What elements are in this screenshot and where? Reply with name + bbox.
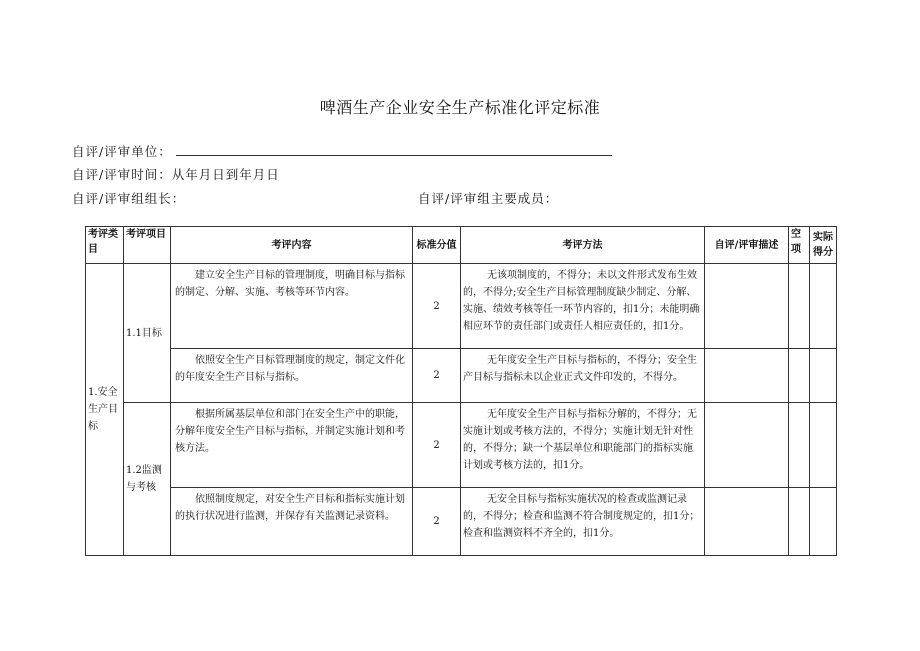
method-cell: 无年度安全生产目标与指标分解的，不得分；无实施计划或考核方法的，不得分；实施计划无针对性的，不得分；缺一个基层单位和职能部门的指标实施计划或考核方法的，扣1分。 <box>461 403 705 488</box>
blank-cell[interactable] <box>789 349 810 403</box>
blank-cell[interactable] <box>789 403 810 488</box>
score-cell: 2 <box>413 488 461 556</box>
actual-score-cell[interactable] <box>810 264 837 349</box>
item-cell: 1.1目标 <box>124 264 171 403</box>
self-eval-cell[interactable] <box>705 403 789 488</box>
table-row <box>86 488 837 556</box>
self-eval-cell[interactable] <box>705 264 789 349</box>
score-cell: 2 <box>413 349 461 403</box>
content-cell: 依照制度规定，对安全生产目标和指标实施计划的执行状况进行监测，并保存有关监测记录资料。 <box>171 488 413 556</box>
evaluation-table <box>85 226 837 556</box>
members-label: 自评/评审组主要成员： <box>418 191 559 206</box>
unit-underline <box>176 155 612 156</box>
document-title: 啤酒生产企业安全生产标准化评定标准 <box>319 98 601 117</box>
self-eval-cell[interactable] <box>705 349 789 403</box>
blank-cell[interactable] <box>789 488 810 556</box>
header-row <box>86 227 837 264</box>
score-cell: 2 <box>413 403 461 488</box>
content-cell: 根据所属基层单位和部门在安全生产中的职能，分解年度安全生产目标与指标，并制定实施计划和考核方法。 <box>171 403 413 488</box>
time-label: 自评/评审时间：从年月日到年月日 <box>72 167 280 182</box>
actual-score-cell[interactable] <box>810 403 837 488</box>
header-content: 考评内容 <box>171 227 413 264</box>
header-actual: 实际得分 <box>810 227 837 264</box>
actual-score-cell[interactable] <box>810 488 837 556</box>
content-cell: 建立安全生产目标的管理制度，明确目标与指标的制定、分解、实施、考核等环节内容。 <box>171 264 413 349</box>
method-cell: 无该项制度的，不得分；未以文件形式发布生效的，不得分;安全生产目标管理制度缺少制定、分解、实施、绩效考核等任一环节内容的，扣1分；未能明确相应环节的责任部门或责任人相应责任的，扣1分。 <box>461 264 705 349</box>
self-eval-cell[interactable] <box>705 488 789 556</box>
score-cell: 2 <box>413 264 461 349</box>
unit-label: 自评/评审单位： <box>72 144 172 159</box>
method-cell: 无安全目标与指标实施状况的检查或监测记录的，不得分；检查和监测不符合制度规定的，扣1分；检查和监测资料不齐全的，扣1分。 <box>461 488 705 556</box>
category-cell: 1.安全生产目标 <box>86 264 124 556</box>
leader-label: 自评/评审组组长： <box>72 191 186 206</box>
header-self-eval: 自评/评审描述 <box>705 227 789 264</box>
item-cell: 1.2监测与考核 <box>124 403 171 556</box>
blank-cell[interactable] <box>789 264 810 349</box>
table-row <box>86 349 837 403</box>
actual-score-cell[interactable] <box>810 349 837 403</box>
table-row <box>86 264 837 349</box>
header-blank: 空项 <box>789 227 810 264</box>
header-category: 考评类目 <box>86 227 124 264</box>
content-cell: 依照安全生产目标管理制度的规定，制定文件化的年度安全生产目标与指标。 <box>171 349 413 403</box>
method-cell: 无年度安全生产目标与指标的，不得分；安全生产目标与指标未以企业正式文件印发的，不得分。 <box>461 349 705 403</box>
header-item: 考评项目 <box>124 227 171 264</box>
header-method: 考评方法 <box>461 227 705 264</box>
table-row <box>86 403 837 488</box>
header-score: 标准分值 <box>413 227 461 264</box>
